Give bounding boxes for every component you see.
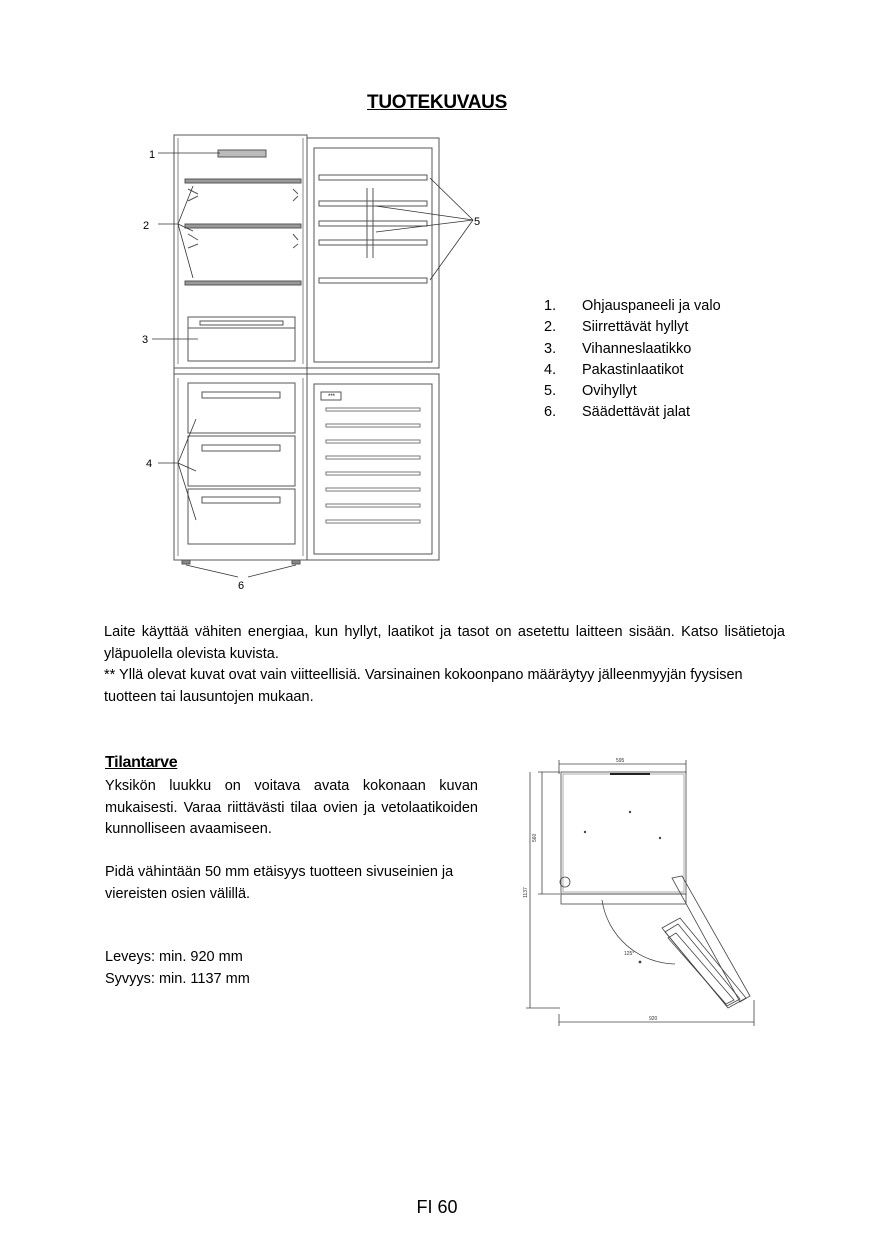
callout-5: 5 — [474, 216, 481, 228]
dim-angle-label: 125° — [624, 951, 635, 957]
legend-item: 6. Säädettävät jalat — [544, 404, 691, 421]
dim-total-label: 1137 — [523, 887, 529, 898]
freezer-star-badge: *** — [328, 394, 336, 400]
space-text-clearance: Pidä vähintään 50 mm etäisyys tuotteen sivuseinien ja viereisten osien välillä. — [105, 864, 454, 902]
legend-item: 4. Pakastinlaatikot — [544, 361, 684, 378]
space-dimensions — [105, 947, 250, 990]
depth-requirement: Syvyys: min. 1137 mm — [105, 970, 250, 987]
legend-item: 3. Vihanneslaatikko — [544, 340, 692, 357]
callout-4: 4 — [146, 458, 153, 470]
page-title: TUOTEKUVAUS — [367, 92, 507, 113]
width-requirement: Leveys: min. 920 mm — [105, 949, 243, 965]
space-heading: Tilantarve — [105, 754, 178, 771]
dim-width-label: 920 — [649, 1016, 658, 1022]
disclaimer-paragraph: ** Yllä olevat kuvat ovat vain viitteellisiä. Varsinainen kokoonpano määräytyy jälleenmyyjän fyysisen tuotteen tai lausuntojen mukaan. — [104, 667, 743, 705]
space-text-door: Yksikön luukku on voitava avata kokonaan kuvan mukaisesti. Varaa riittävästi tilaa ovien ja vetolaatikoiden kunnolliseen avaamiseen. — [105, 778, 478, 837]
dim-top-label: 595 — [616, 758, 625, 764]
clearance-diagram — [520, 752, 772, 1027]
parts-legend — [544, 296, 721, 424]
dim-depth-label: 560 — [532, 833, 538, 842]
legend-item: 2. Siirrettävät hyllyt — [544, 319, 689, 336]
callout-3: 3 — [142, 334, 149, 346]
legend-item: 1. Ohjauspaneeli ja valo — [544, 298, 721, 314]
callout-2: 2 — [143, 220, 150, 232]
legend-item: 5. Ovihyllyt — [544, 383, 637, 400]
energy-paragraph: Laite käyttää vähiten energiaa, kun hyllyt, laatikot ja tasot on asetettu laitteen sisään. Katso lisätietoja yläpuolella olevista kuvista. — [104, 624, 785, 662]
cabinet-outline — [174, 135, 307, 560]
fridge-diagram — [138, 128, 490, 593]
page-number: FI 60 — [416, 1197, 458, 1217]
callout-1: 1 — [149, 149, 156, 161]
callout-6: 6 — [238, 580, 245, 592]
